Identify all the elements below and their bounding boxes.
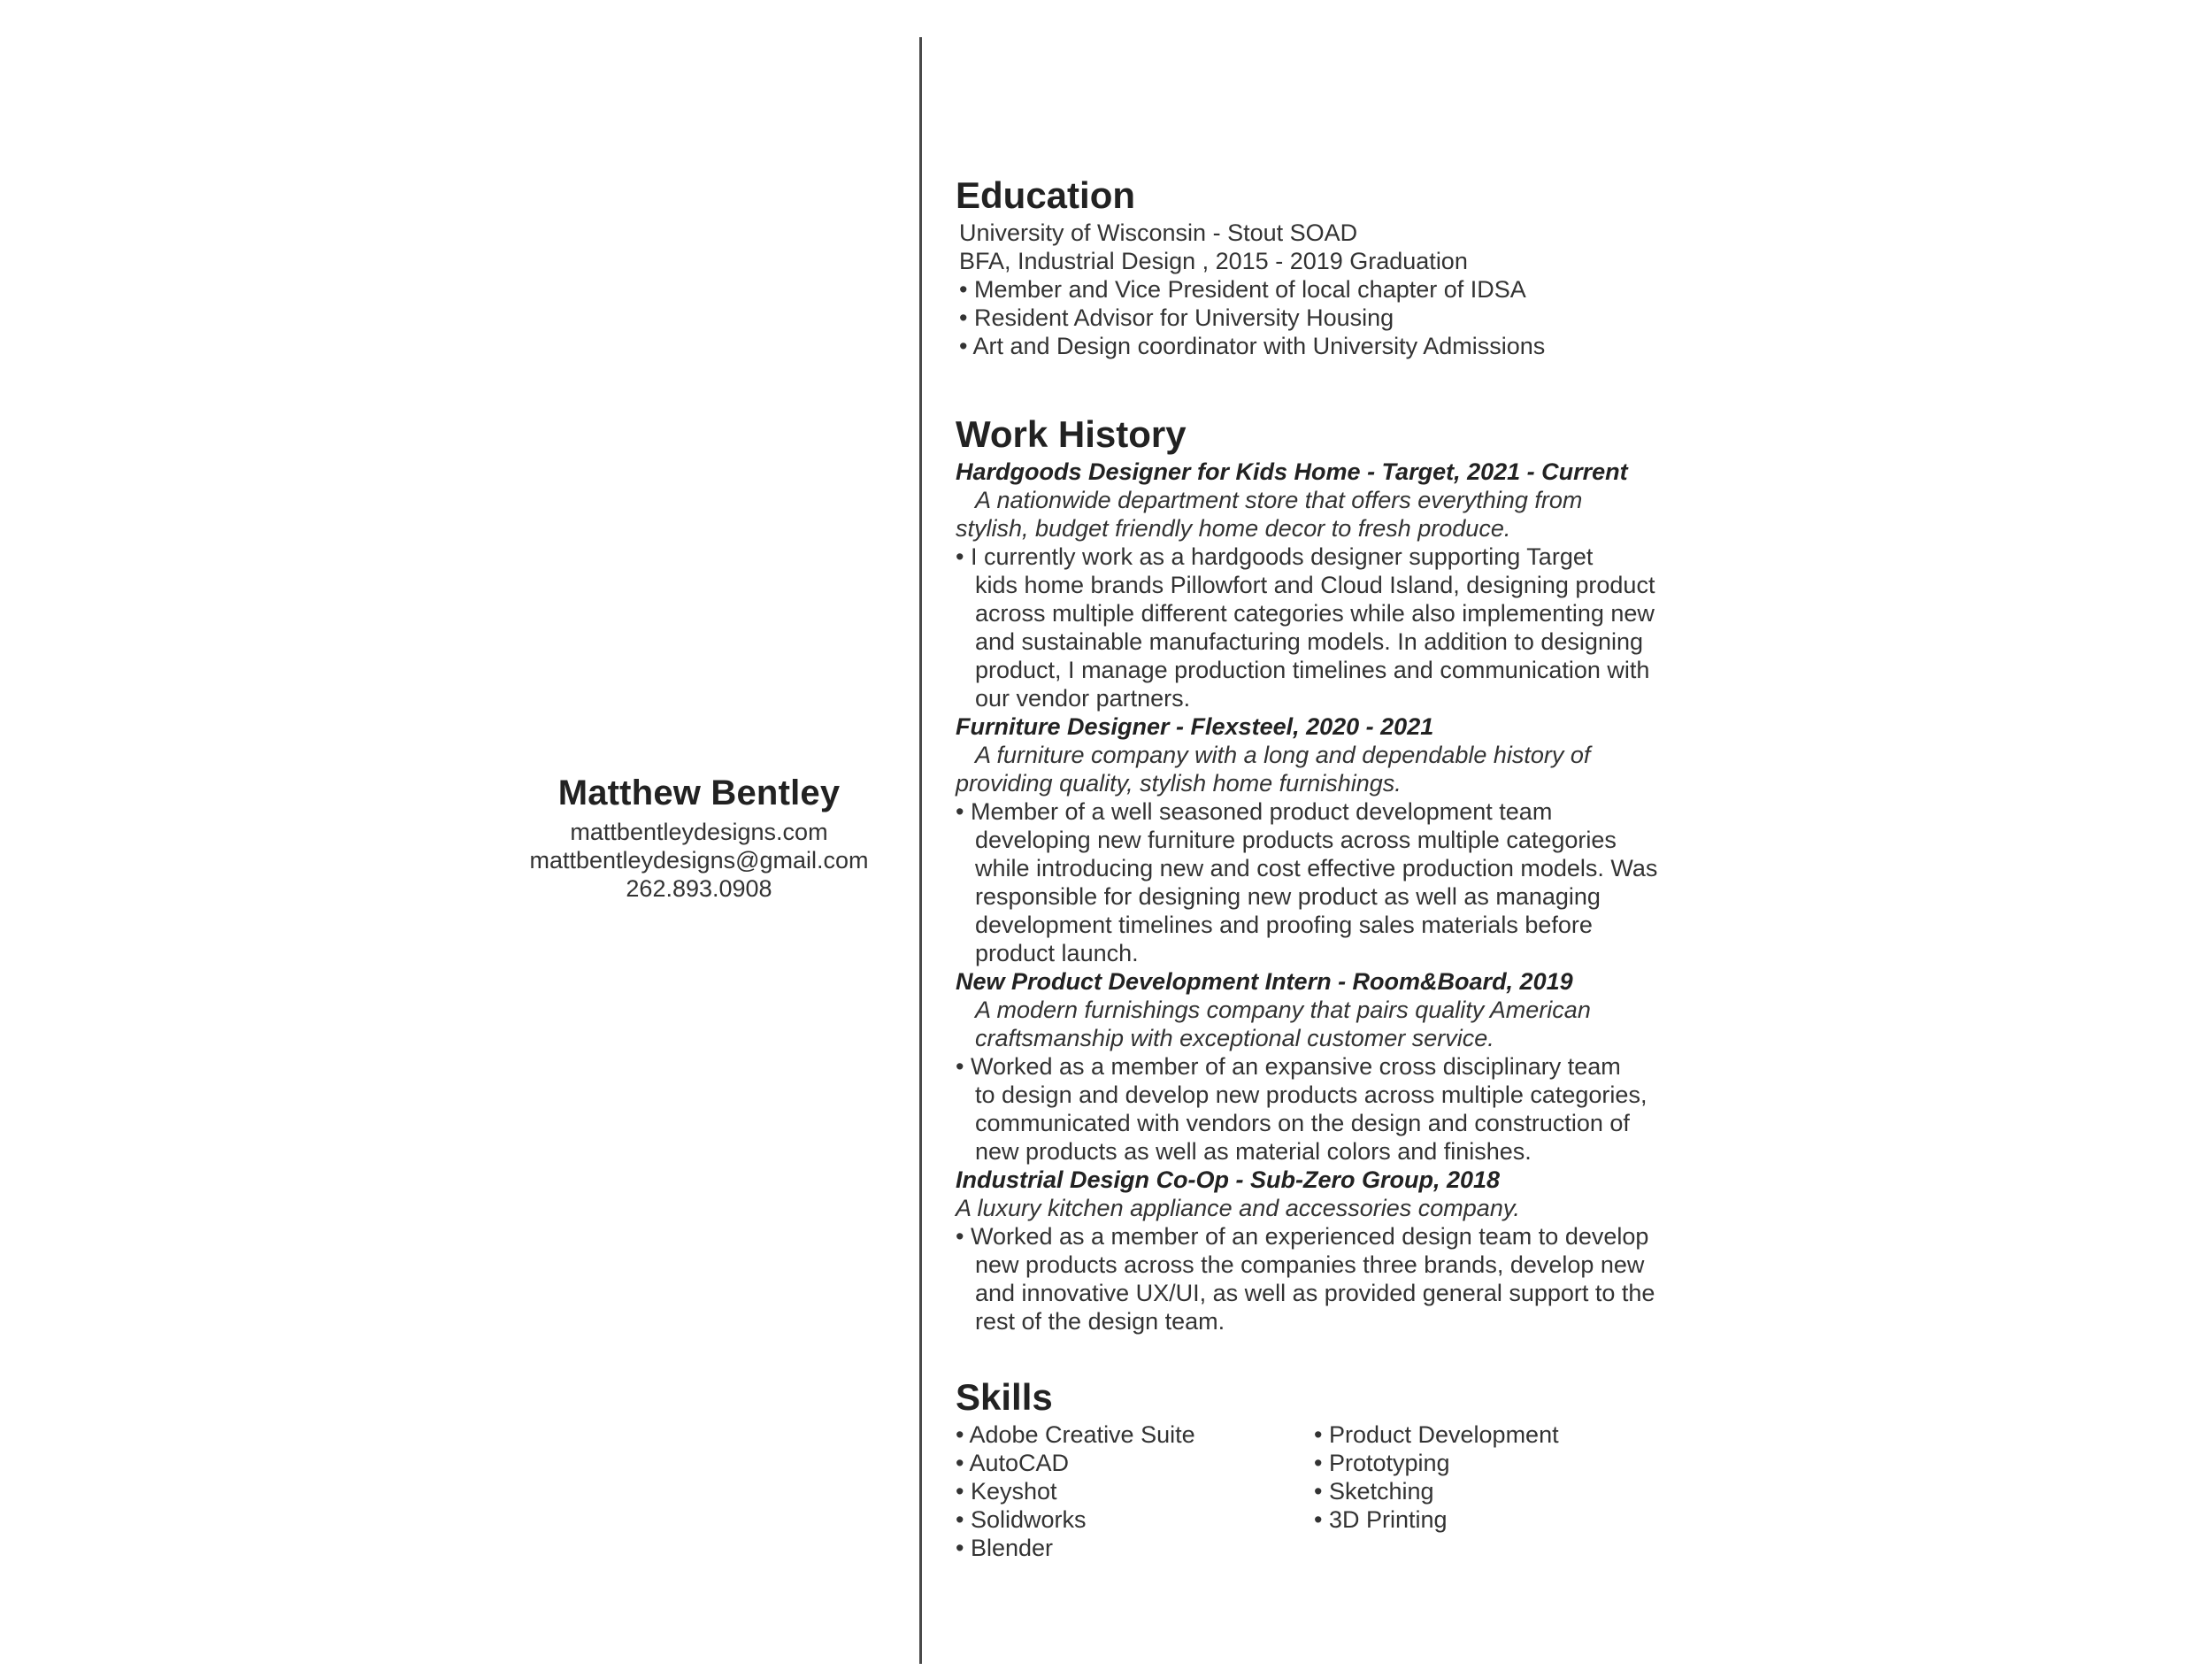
job-title: Industrial Design Co-Op - Sub-Zero Group, 2018 [956, 1166, 1501, 1193]
job-description [956, 1194, 2132, 1222]
job-entry [956, 1166, 2132, 1335]
resume-main [956, 173, 2132, 1562]
job-bullet-line: across multiple different categories while also implementing new [975, 600, 1655, 627]
job-bullet-line: kids home brands Pillowfort and Cloud Island, designing product [975, 572, 1655, 598]
job-bullet-line: • Worked as a member of an experienced design team to develop [956, 1223, 1649, 1250]
job-bullet [956, 1052, 2132, 1166]
job-description-line: craftsmanship with exceptional customer service. [975, 1025, 1494, 1051]
job-description-line: A modern furnishings company that pairs quality American [975, 997, 1591, 1023]
skills-section [956, 1374, 2132, 1562]
website-text: mattbentleydesigns.com [570, 819, 828, 845]
skill-item: • Solidworks [956, 1506, 1087, 1533]
job-bullet-line: new products across the companies three brands, develop new [975, 1251, 1645, 1278]
job-description-line: A nationwide department store that offers everything from [975, 487, 1583, 513]
job-description-line: providing quality, stylish home furnishings. [956, 770, 1402, 797]
skills-column-right [1314, 1420, 1672, 1562]
job-bullet-line: developing new furniture products across multiple categories [975, 827, 1617, 853]
contact-block [495, 768, 902, 903]
job-bullet-line: to design and develop new products across multiple categories, [975, 1081, 1647, 1108]
job-bullet-line: communicated with vendors on the design and construction of [975, 1110, 1630, 1136]
education-bullet: • Member and Vice President of local chapter of IDSA [959, 276, 1526, 303]
job-bullet [956, 1222, 2132, 1335]
skill-item: • Blender [956, 1535, 1054, 1561]
vertical-divider [919, 37, 922, 1664]
job-entry [956, 458, 2132, 712]
education-bullet: • Art and Design coordinator with University Admissions [959, 333, 1546, 359]
job-entry [956, 712, 2132, 967]
job-bullet-line: while introducing new and cost effective production models. Was [975, 855, 1658, 881]
education-heading: Education [956, 174, 1136, 216]
skills-column-left [956, 1420, 1314, 1562]
job-title: Furniture Designer - Flexsteel, 2020 - 2021 [956, 713, 1434, 740]
job-description-line: A luxury kitchen appliance and accessories company. [956, 1195, 1520, 1221]
skill-item: • Adobe Creative Suite [956, 1421, 1195, 1448]
job-description [956, 486, 2132, 543]
job-bullet-line: product launch. [975, 940, 1139, 966]
job-bullet-line: • Worked as a member of an expansive cross disciplinary team [956, 1053, 1621, 1080]
education-degree: BFA, Industrial Design , 2015 - 2019 Graduation [959, 248, 1468, 274]
education-bullet: • Resident Advisor for University Housing [959, 304, 1394, 331]
work-history-heading: Work History [956, 413, 1187, 455]
phone-text: 262.893.0908 [626, 875, 772, 902]
education-school: University of Wisconsin - Stout SOAD [959, 219, 1358, 246]
email-text: mattbentleydesigns@gmail.com [529, 847, 869, 874]
education-section [956, 173, 2132, 360]
job-bullet [956, 543, 2132, 712]
skill-item: • Keyshot [956, 1478, 1057, 1505]
job-entry [956, 967, 2132, 1166]
job-description-line: A furniture company with a long and dependable history of [975, 742, 1591, 768]
job-bullet-line: • I currently work as a hardgoods designer supporting Target [956, 543, 1594, 570]
skill-item: • Prototyping [1314, 1450, 1450, 1476]
job-bullet-line: • Member of a well seasoned product development team [956, 798, 1553, 825]
job-bullet-line: product, I manage production timelines and communication with [975, 657, 1650, 683]
skills-heading: Skills [956, 1376, 1053, 1418]
job-bullet [956, 797, 2132, 967]
job-bullet-line: development timelines and proofing sales materials before [975, 912, 1593, 938]
skill-item: • AutoCAD [956, 1450, 1070, 1476]
skill-item: • Sketching [1314, 1478, 1434, 1505]
skill-item: • Product Development [1314, 1421, 1559, 1448]
job-bullet-line: and sustainable manufacturing models. In addition to designing [975, 628, 1643, 655]
job-description [956, 996, 2132, 1052]
job-description [956, 741, 2132, 797]
skill-item: • 3D Printing [1314, 1506, 1448, 1533]
work-history-section [956, 412, 2132, 1335]
job-title: Hardgoods Designer for Kids Home - Target, 2021 - Current [956, 458, 1628, 485]
job-bullet-line: and innovative UX/UI, as well as provided general support to the [975, 1280, 1655, 1306]
candidate-name: Matthew Bentley [557, 774, 841, 812]
job-description-line: stylish, budget friendly home decor to fresh produce. [956, 515, 1511, 542]
job-bullet-line: rest of the design team. [975, 1308, 1225, 1335]
job-bullet-line: new products as well as material colors and finishes. [975, 1138, 1532, 1165]
job-bullet-line: responsible for designing new product as well as managing [975, 883, 1601, 910]
job-title: New Product Development Intern - Room&Board, 2019 [956, 968, 1573, 995]
job-bullet-line: our vendor partners. [975, 685, 1191, 712]
